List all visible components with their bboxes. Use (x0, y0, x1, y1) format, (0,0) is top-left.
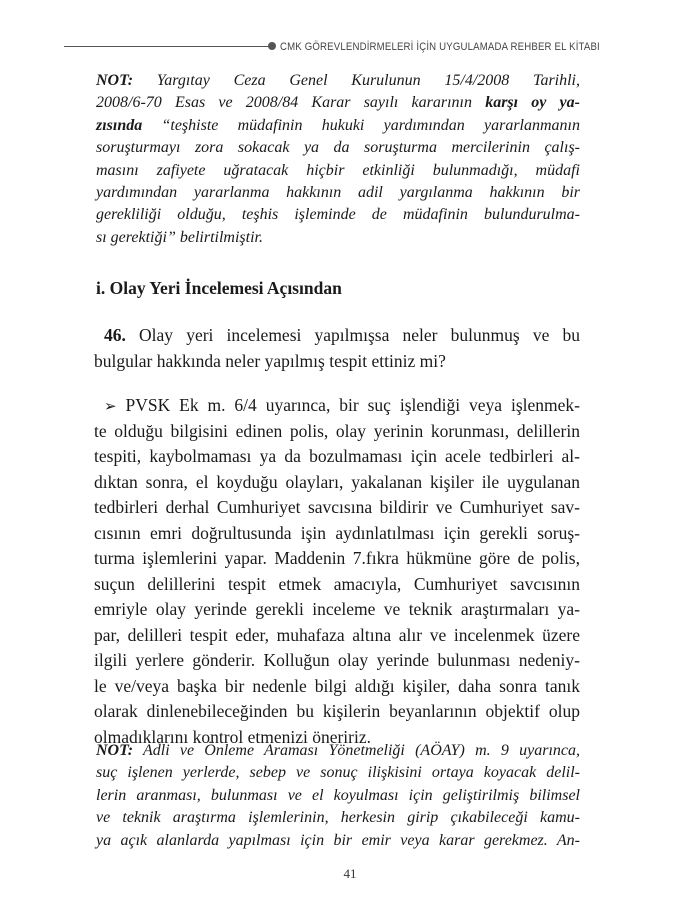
running-header (64, 38, 600, 56)
section-heading: i. Olay Yeri İncelemesi Açısından (96, 278, 342, 298)
question-number: 46. (104, 325, 126, 345)
bold-phrase: karşı oy ya- (485, 94, 580, 112)
note-line: sı gerektiği” belirtilmiştir. (96, 228, 263, 246)
note-line: yardımından yararlanma hakkının adil yargılanma hakkının bir (96, 183, 580, 201)
paragraph-line: dıktan sonra, el koyduğu olayları, yakalanan kişiler ile uygulanan (94, 471, 580, 492)
page-number: 41 (343, 866, 357, 881)
paragraph-line: cısının emri doğrultusunda işin aydınlatılması için gerekli soruş- (94, 522, 580, 543)
paragraph-line: olmadıklarını kontrol etmenizi öneririz. (94, 726, 372, 747)
paragraph-line: le ve/veya başka bir nedenle bilgi aldığı kişiler, daha sonra tanık (94, 675, 580, 696)
note-line: masını zafiyete uğratacak hiçbir etkinliği bulunmadığı, müdafi (96, 161, 580, 179)
paragraph-line: suçun delillerini tespit etmek amacıyla, Cumhuriyet savcısının (94, 573, 580, 594)
note-line: NOT: Yargıtay Ceza Genel Kurulunun 15/4/2008 Tarihli, (96, 72, 580, 89)
paragraph-line: par, delilleri tespit eder, muhafaza altına alır ve incelenmek üzere (94, 624, 580, 645)
note-label: NOT: (96, 72, 134, 89)
note-line: NOT: Adli ve Önleme Araması Yönetmeliği (AÖAY) m. 9 uyarınca, (96, 742, 580, 759)
paragraph-line: 46. Olay yeri incelemesi yapılmışsa neler bulunmuş ve bu (104, 325, 580, 345)
header-title: CMK GÖREVLENDİRMELERİ İÇİN UYGULAMADA REHBER EL KİTABI (280, 41, 600, 53)
note-block-2 (96, 740, 580, 852)
header-bullet-icon (268, 42, 276, 50)
paragraph-line: emriyle olay yerinde gerekli inceleme ve teknik araştırmaları ya- (94, 599, 580, 619)
paragraph-line: turma işlemlerini yapar. Maddenin 7.fıkra hükmüne göre de polis, (94, 548, 580, 568)
question-46 (96, 323, 580, 374)
paragraph-line: te olduğu bilgisini edinen polis, olay yerinin korunması, delillerin (94, 420, 580, 441)
paragraph-line: ilgili yerlere gönderir. Kolluğun olay yerinde bulunması nedeniy- (94, 650, 580, 670)
note-line: gerekliliği olduğu, teşhis işleminde de müdafinin bulundurulma- (96, 206, 580, 224)
note-label: NOT: (96, 742, 134, 759)
bold-phrase: zısında (96, 116, 143, 134)
answer-paragraph (96, 393, 580, 750)
header-rule (64, 46, 270, 47)
note-line: ve teknik araştırma işlemlerinin, herkesin girip çıkabileceği kamu- (96, 809, 580, 827)
note-line: 2008/6-70 Esas ve 2008/84 Karar sayılı kararının karşı oy ya- (96, 94, 580, 112)
paragraph-line: bulgular hakkında neler yapılmış tespit ettiniz mi? (94, 350, 446, 371)
note-line: ya açık alanlarda yapılması için bir emir veya karar gerekmez. An- (96, 831, 580, 849)
paragraph-line: tespiti, kaybolmaması ya da bozulmaması için acele tedbirleri al- (94, 446, 580, 466)
arrow-bullet-icon: ➢ (104, 397, 117, 415)
paragraph-line: tedbirleri derhal Cumhuriyet savcısına bildirir ve Cumhuriyet sav- (94, 497, 580, 517)
note-line: lerin aranması, bulunması ve el koyulması için geliştirilmiş bilimsel (96, 786, 580, 804)
paragraph-line: ➢ PVSK Ek m. 6/4 uyarınca, bir suç işlendiği veya işlenmek- (104, 395, 580, 415)
note-line: zısında “teşhiste müdafinin hukuki yardımından yararlanmanın (96, 116, 580, 134)
note-block-1 (96, 70, 580, 249)
note-line: suç işlenen yerlerde, sebep ve sonuç ilişkisini ortaya koyacak delil- (96, 764, 580, 782)
paragraph-line: olarak dinlenebileceğinden bu kişilerin beyanlarının objektif olup (94, 701, 580, 721)
note-line: soruşturmayı zora sokacak ya da soruşturma mercilerinin çalış- (96, 139, 580, 157)
